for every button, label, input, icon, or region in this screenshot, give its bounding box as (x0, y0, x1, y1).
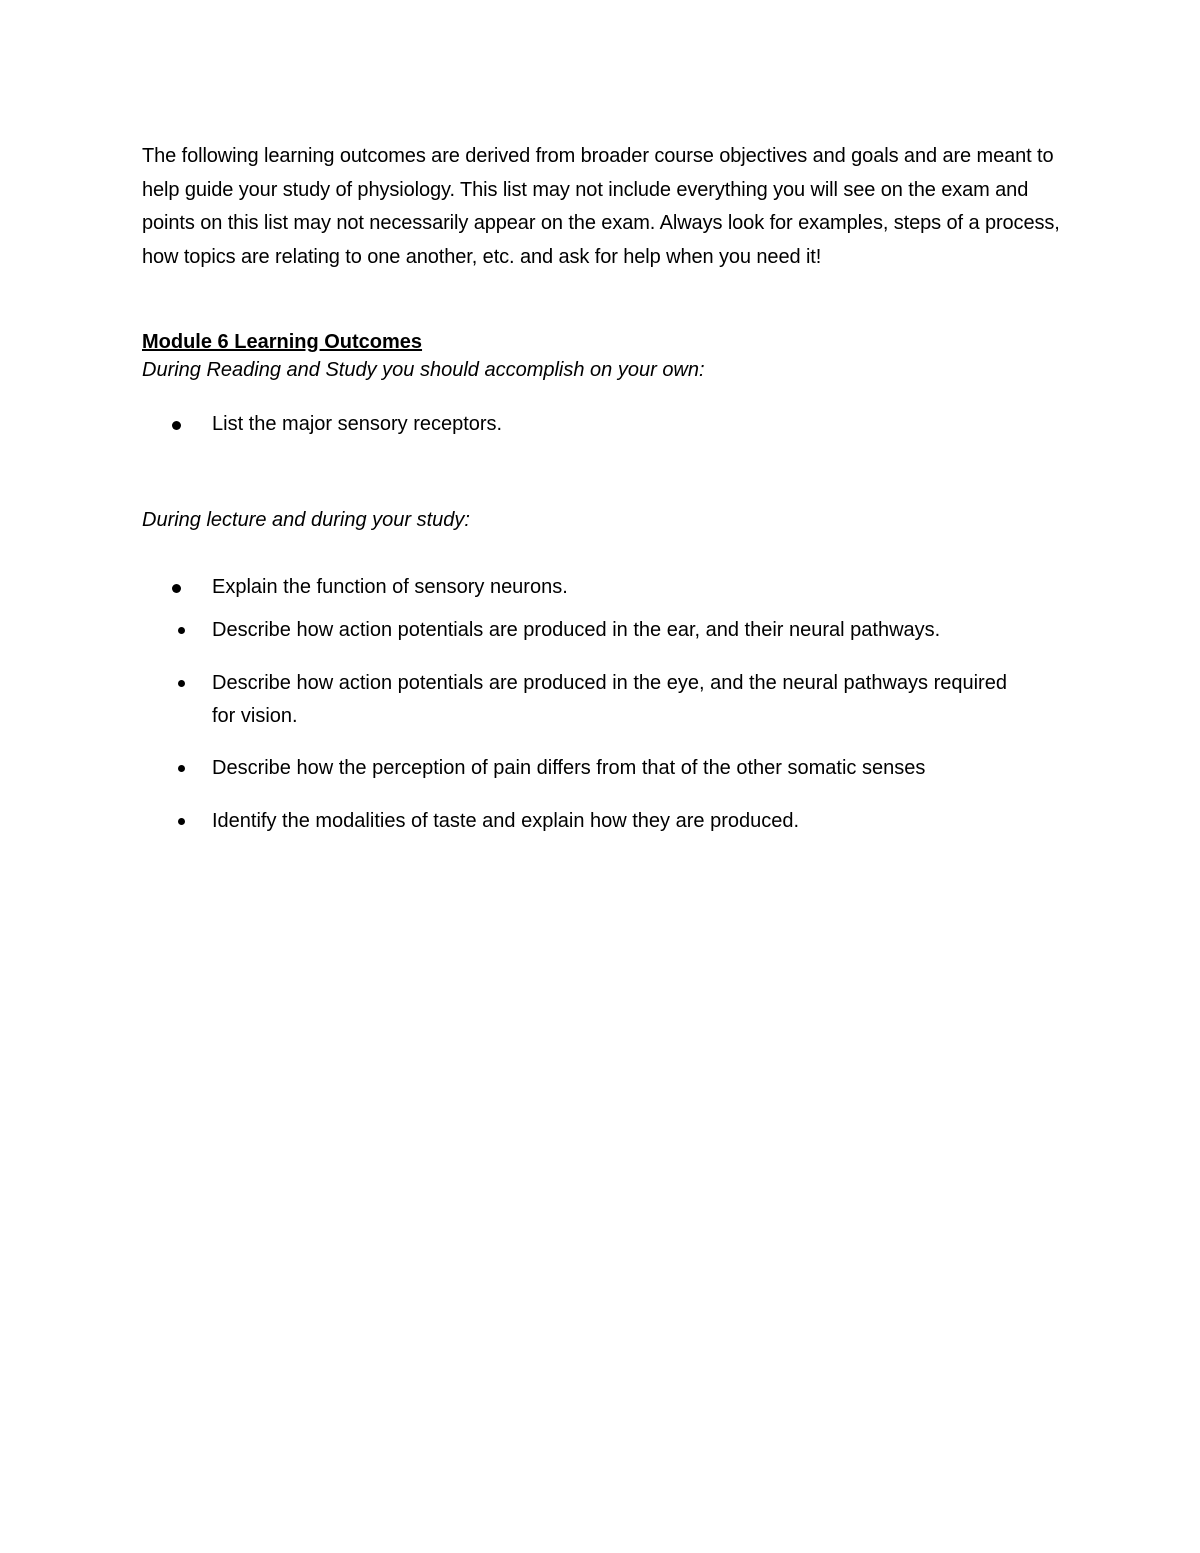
reading-study-subheading: During Reading and Study you should accomplish on your own: (142, 359, 705, 381)
module-heading: Module 6 Learning Outcomes (142, 331, 423, 353)
bullet-icon (178, 627, 185, 634)
list-item-text: Describe how action potentials are produced in the eye, and the neural pathways required for vision. (212, 672, 1007, 727)
list-item-text: Identify the modalities of taste and explain how they are produced. (212, 810, 800, 832)
bullet-icon (178, 765, 185, 772)
list-item-text: Describe how the perception of pain differs from that of the other somatic senses (212, 757, 926, 779)
list-item-text: List the major sensory receptors. (212, 413, 503, 435)
bullet-icon (178, 818, 185, 825)
bullet-icon (172, 584, 181, 593)
list-item-text: Explain the function of sensory neurons. (212, 576, 568, 598)
list-item-text: Describe how action potentials are produced in the ear, and their neural pathways. (212, 619, 941, 641)
bullet-icon (172, 421, 181, 430)
lecture-study-subheading: During lecture and during your study: (142, 509, 470, 531)
intro-paragraph: The following learning outcomes are derived from broader course objectives and goals and are meant to help guide your study of physiology. This list may not include everything you will see on the exam and points on this list may not necessarily appear on the exam. Always look for examples, steps of a process, how topics are relating to one another, etc. and ask for help when you need it! (142, 145, 1060, 268)
document-content (142, 140, 1072, 832)
bullet-icon (178, 680, 185, 687)
